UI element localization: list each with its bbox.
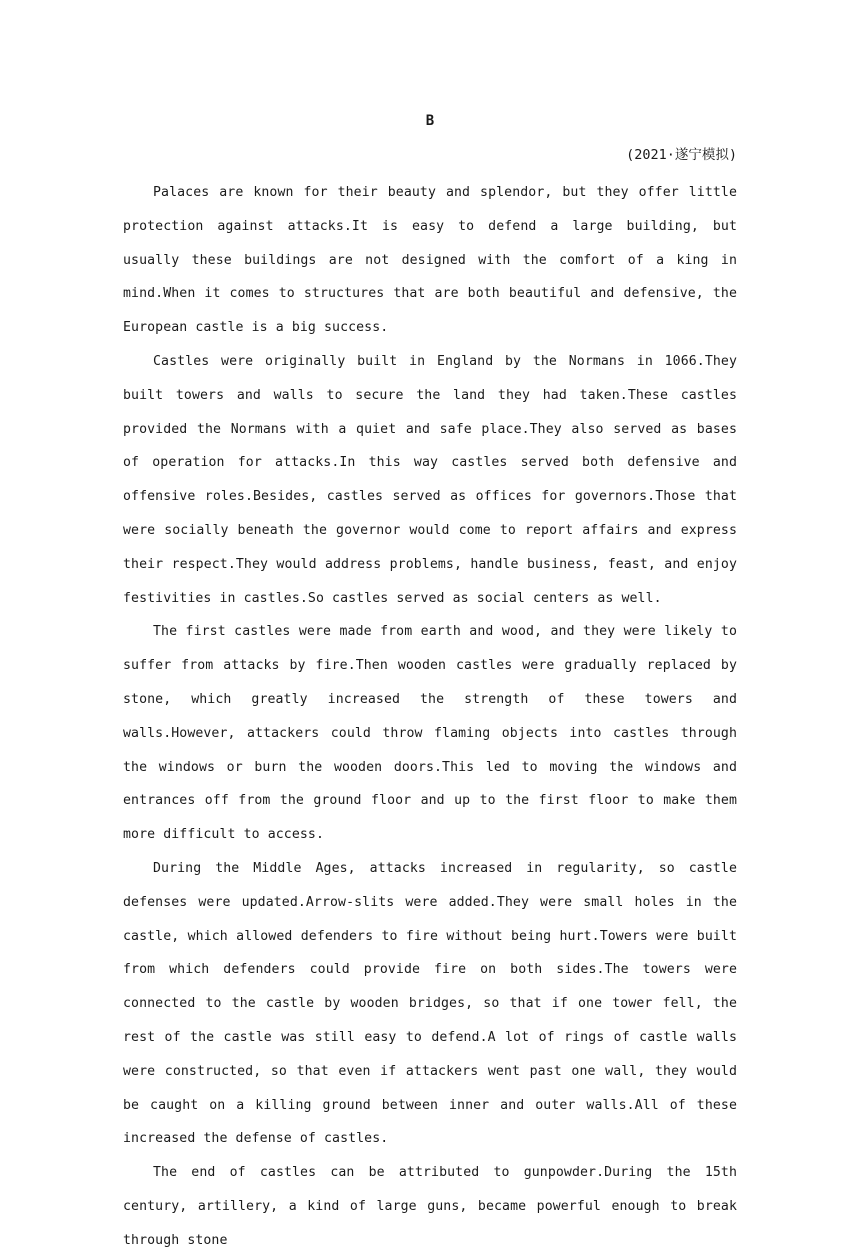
document-page: [123, 108, 737, 1258]
paragraph-2: Castles were originally built in England by the Normans in 1066.They built towers and walls to secure the land they had taken.These castles provided the Normans with a quiet and safe place.They also served as bases of operation for attacks.In this way castles served both defensive and offensive roles.Besides, castles served as offices for governors.Those that were socially beneath the governor would come to report affairs and express their respect.They would address problems, handle business, feast, and enjoy festivities in castles.So castles served as social centers as well.: [123, 353, 737, 606]
paragraph-4: During the Middle Ages, attacks increased in regularity, so castle defenses were updated.Arrow-slits were added.They were small holes in the castle, which allowed defenders to fire without being hurt.Towers were built from which defenders could provide fire on both sides.The towers were connected to the castle by wooden bridges, so that if one tower fell, the rest of the castle was still easy to defend.A lot of rings of castle walls were constructed, so that even if attackers went past one wall, they would be caught on a killing ground between inner and outer walls.All of these increased the defense of castles.: [123, 860, 737, 1147]
section-title: B: [425, 113, 435, 129]
source-note: (2021·遂宁模拟): [626, 147, 737, 163]
paragraph-1: Palaces are known for their beauty and splendor, but they offer little protection against attacks.It is easy to defend a large building, but usually these buildings are not designed with the comfort of a king in mind.When it comes to structures that are both beautiful and defensive, the European castle is a big success.: [123, 185, 737, 336]
paragraph-3: The first castles were made from earth and wood, and they were likely to suffer from attacks by fire.Then wooden castles were gradually replaced by stone, which greatly increased the strength of these towers and walls.However, attackers could throw flaming objects into castles through the windows or burn the wooden doors.This led to moving the windows and entrances off from the ground floor and up to the first floor to make them more difficult to access.: [123, 624, 737, 843]
paragraph-5: The end of castles can be attributed to gunpowder.During the 15th century, artillery, a kind of large guns, became powerful enough to break through stone: [123, 1165, 737, 1248]
